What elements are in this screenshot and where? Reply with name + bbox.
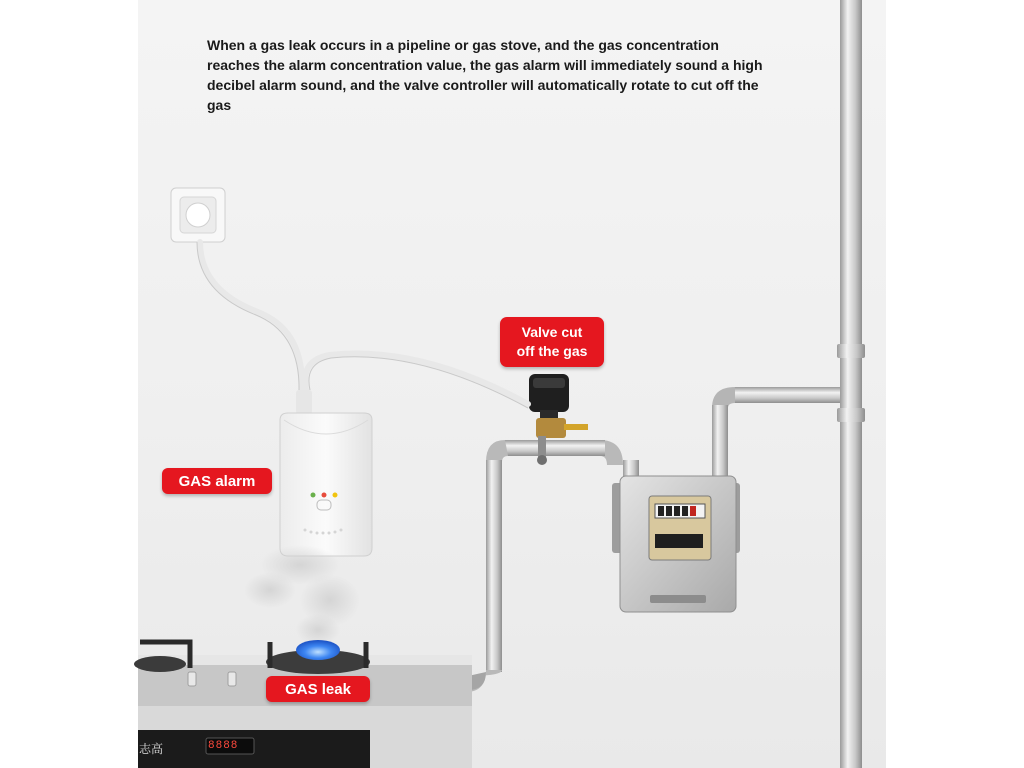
meter-inlet-pipe bbox=[712, 387, 840, 483]
valve-cut-label bbox=[500, 317, 604, 367]
gas-alarm-device bbox=[280, 390, 372, 556]
gas-meter bbox=[612, 476, 740, 612]
riser-pipe bbox=[837, 0, 865, 768]
stove-digital-display: 8888 bbox=[208, 740, 239, 752]
valve-label-line2: off the gas bbox=[516, 343, 588, 359]
gas-smoke bbox=[244, 545, 360, 646]
stove-brand-logo: 志高 bbox=[139, 742, 164, 756]
power-socket bbox=[171, 188, 225, 242]
description-text: When a gas leak occurs in a pipeline or gas stove, and the gas concentration reaches the alarm concentration value, the gas alarm will immediately sound a high decibel alarm sound, and the valve controller will automatically rotate to cut off the gas bbox=[207, 37, 763, 113]
cables bbox=[200, 242, 528, 404]
gas-leak-label: GAS leak bbox=[266, 676, 370, 702]
gas-alarm-label: GAS alarm bbox=[162, 468, 272, 494]
gas-stove bbox=[134, 640, 472, 768]
valve-label-line1: Valve cut bbox=[521, 324, 583, 340]
supply-pipe bbox=[466, 440, 639, 692]
